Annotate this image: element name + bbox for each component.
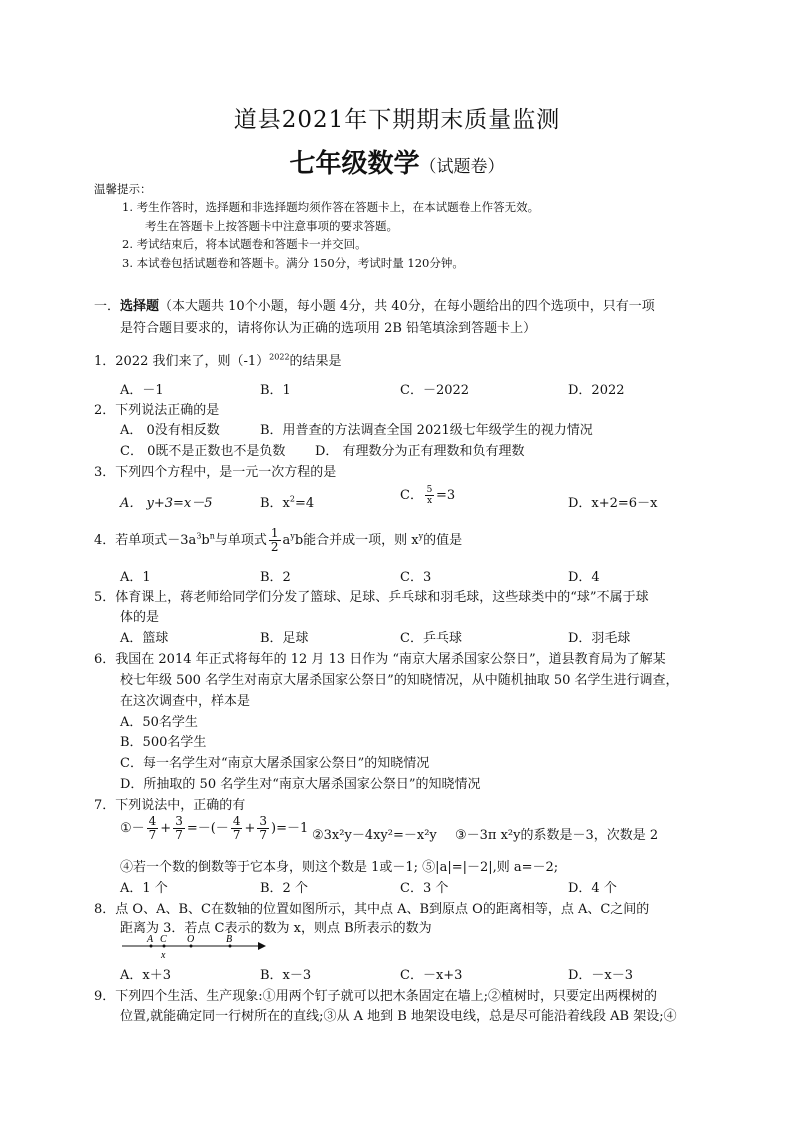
q7-f3d: 7 (232, 828, 241, 842)
q6-opt-c: C．每一名学生对“南京大屠杀国家公祭日”的知晓情况 (120, 756, 430, 771)
q6-num: 6． (94, 652, 116, 667)
q7-plus2: + (244, 821, 256, 836)
q7-item1 (120, 815, 308, 842)
tip-item-1b: 考生在答题卡上按答题卡中注意事项的要求答题。 (145, 219, 398, 233)
q4-e1: 3 (196, 531, 202, 541)
q2-opt-c: C． 0既不是正数也不是负数 (120, 444, 286, 459)
q7-opt-a: A．1 个 (120, 881, 168, 896)
section-prefix: 一． (94, 299, 121, 314)
q4-m3: b (294, 533, 304, 548)
q4-frac-num: 1 (270, 526, 279, 540)
exam-subtitle (0, 143, 794, 180)
tip-item-1: 1. 考生作答时，选择题和非选择题均须作答在答题卡上，在本试题卷上作答无效。 (122, 200, 540, 214)
q3-frac-num: 5 (426, 485, 433, 495)
q7-opt-c: C．3 个 (400, 881, 449, 896)
q7-item2: ②3x²y－4xy²=－x²y (312, 828, 437, 843)
q4-stem (94, 527, 462, 554)
q6-line3: 在这次调查中，样本是 (120, 694, 251, 709)
q1-pre: 2022 我们来了，则（-1） (115, 354, 270, 369)
q2-opt-b: B．用普查的方法调查全国 2021级七年级学生的视力情况 (260, 423, 593, 438)
q7-text: 下列说法中，正确的有 (115, 798, 246, 813)
section-name: 选择题 (120, 299, 160, 314)
label-x: x (161, 950, 166, 961)
q9-line1: 下列四个生活、生产现象:①用两个钉子就可以把木条固定在墙上;②植树时，只要定出两棵树的 (115, 989, 658, 1004)
q3-opt-b-post: =4 (294, 496, 315, 511)
q8-line1: 点 O、A、B、C在数轴的位置如图所示，其中点 A、B到原点 O的距离相等，点 A、C之间的 (115, 902, 650, 917)
q4-frac (269, 527, 281, 554)
q5-num: 5． (94, 590, 116, 605)
q5-opt-c: C．乒乓球 (400, 631, 462, 646)
q3-opt-c-pre: C． (400, 488, 423, 503)
q1-exp: 2022 (269, 352, 290, 362)
q1-opt-a: A．－1 (120, 383, 164, 398)
q6-opt-a: A．50名学生 (120, 715, 198, 730)
q7-frac4 (257, 815, 269, 842)
q1-opt-d: D．2022 (568, 383, 625, 398)
q5-line1: 体育课上，蒋老师给同学们分发了篮球、足球、乒乓球和羽毛球，这些球类中的“球”不属于球 (115, 590, 649, 605)
label-o: O (187, 934, 195, 945)
q8-line2: 距离为 3．若点 C表示的数为 x，则点 B所表示的数为 (120, 921, 432, 936)
q8-opt-d: D．－x－3 (568, 968, 634, 983)
exam-title: 道县2021年下期期末质量监测 (233, 107, 561, 133)
q6-opt-b: B．500名学生 (120, 735, 207, 750)
q7-stem (94, 794, 245, 813)
q4-opt-a: A．1 (120, 570, 151, 585)
q9-stem (94, 985, 657, 1004)
q7-frac2 (173, 815, 185, 842)
label-c: C (160, 934, 167, 945)
q7-f2d: 7 (175, 828, 183, 842)
q6-line2: 校七年级 500 名学生对南京大屠杀国家公祭日”的知晓情况，从中随机抽取 50 名学生进行调查， (120, 673, 679, 688)
q4-e4: y (418, 531, 424, 541)
q4-pre: 若单项式－3a (115, 533, 197, 548)
q7-item1-b: =－(－ (186, 821, 229, 836)
tip-item-3: 3. 本试卷包括试题卷和答题卡。满分 150分，考试时量 120分钟。 (122, 256, 464, 270)
section-desc: （本大题共 10个小题，每小题 4分，共 40分，在每小题给出的四个选项中，只有一项 (159, 299, 655, 314)
q3-stem (94, 461, 336, 480)
q2-num: 2． (94, 403, 116, 418)
q7-item3: ③－3π x²y的系数是－3，次数是 2 (455, 828, 659, 843)
q4-opt-c: C．3 (400, 570, 432, 585)
q6-stem (94, 648, 666, 667)
q5-opt-b: B．足球 (260, 631, 309, 646)
q4-mid: 与单项式 (214, 533, 267, 548)
q7-frac1 (147, 815, 159, 842)
number-line-figure (118, 932, 268, 962)
q9-num: 9． (94, 989, 116, 1004)
q3-opt-b-exp: 2 (289, 494, 295, 504)
q4-opt-d: D．4 (568, 570, 600, 585)
q9-line2: 位置,就能确定同一行树所在的直线;③从 A 地到 B 地架设电线，总是尽可能沿着线段 AB 架设;④ (120, 1009, 677, 1024)
q3-opt-d: D．x+2=6－x (568, 496, 658, 511)
q7-plus: + (160, 821, 172, 836)
q2-stem (94, 399, 219, 418)
q8-stem (94, 898, 649, 917)
q6-opt-d: D．所抽取的 50 名学生对“南京大屠杀国家公祭日”的知晓情况 (120, 777, 481, 792)
q8-opt-b: B．x－3 (260, 968, 312, 983)
q3-frac-den: x (426, 496, 433, 506)
q4-num: 4． (94, 533, 116, 548)
q7-f4d: 7 (259, 828, 267, 842)
q2-text: 下列说法正确的是 (115, 403, 220, 418)
q5-opt-a: A．篮球 (120, 631, 169, 646)
label-b: B (226, 934, 233, 945)
q3-opt-c-frac (425, 485, 434, 506)
q1-opt-c: C．－2022 (400, 383, 470, 398)
q7-f4n: 3 (259, 814, 267, 828)
subject-title: 七年级数学 (289, 149, 420, 179)
q8-opt-c: C．－x+3 (400, 968, 463, 983)
q4-e3: y (290, 531, 295, 541)
q7-f1d: 7 (148, 828, 157, 842)
q7-item1-a: ①－ (120, 821, 145, 836)
q3-opt-c (400, 484, 455, 506)
q7-opt-b: B．2 个 (260, 881, 308, 896)
q4-m1: b (201, 533, 210, 548)
q1-stem (94, 350, 342, 369)
q2-opt-d: D． 有理数分为正有理数和负有理数 (315, 444, 525, 459)
subject-note: （试题卷） (419, 157, 505, 177)
q1-num: 1． (94, 354, 116, 369)
q3-num: 3． (94, 465, 116, 480)
q7-opt-d: D．4 个 (568, 881, 617, 896)
q2-opt-a: A． 0没有相反数 (120, 423, 220, 438)
q1-opt-b: B．1 (260, 383, 291, 398)
q7-line2: ④若一个数的倒数等于它本身，则这个数是 1或－1; ⑤|a|=|－2|,则 a=－2; (120, 860, 559, 875)
section-heading (94, 295, 655, 314)
q4-m2: a (282, 533, 291, 548)
q4-e2: n (209, 531, 215, 541)
section-desc-2: 是符合题目要求的，请将你认为正确的选项用 2B 铅笔填涂到答题卡上） (120, 321, 537, 336)
q5-stem (94, 586, 649, 605)
q4-post: 能合并成一项，则 x (303, 533, 419, 548)
q8-num: 8． (94, 902, 116, 917)
q3-text: 下列四个方程中，是一元一次方程的是 (115, 465, 337, 480)
q7-frac3 (231, 815, 243, 842)
q7-num: 7． (94, 798, 116, 813)
q5-opt-d: D．羽毛球 (568, 631, 631, 646)
q6-line1: 我国在 2014 年正式将每年的 12 月 13 日作为 “南京大屠杀国家公祭日”，道县教育局为了解某 (115, 652, 666, 667)
tip-item-2: 2. 考试结束后，将本试题卷和答题卡一并交回。 (122, 237, 367, 251)
q3-opt-b (260, 492, 314, 511)
number-line-arrow (258, 942, 266, 950)
q7-f1n: 4 (148, 814, 157, 828)
q8-opt-a: A．x＋3 (120, 968, 171, 983)
label-a: A (147, 934, 154, 945)
q7-f3n: 4 (232, 814, 241, 828)
q3-opt-a: A． y+3=x－5 (120, 496, 213, 511)
q5-line2: 体的是 (120, 610, 160, 625)
q3-opt-c-post: =3 (436, 488, 456, 503)
q4-end: 的值是 (423, 533, 463, 548)
q3-opt-b-pre: B．x (260, 496, 290, 511)
q1-post: 的结果是 (289, 354, 342, 369)
q7-item1-c: )=－1 (271, 821, 309, 836)
q7-f2n: 3 (175, 814, 183, 828)
q4-frac-den: 2 (270, 540, 279, 554)
q4-opt-b: B．2 (260, 570, 291, 585)
tips-heading: 温馨提示： (94, 182, 152, 196)
